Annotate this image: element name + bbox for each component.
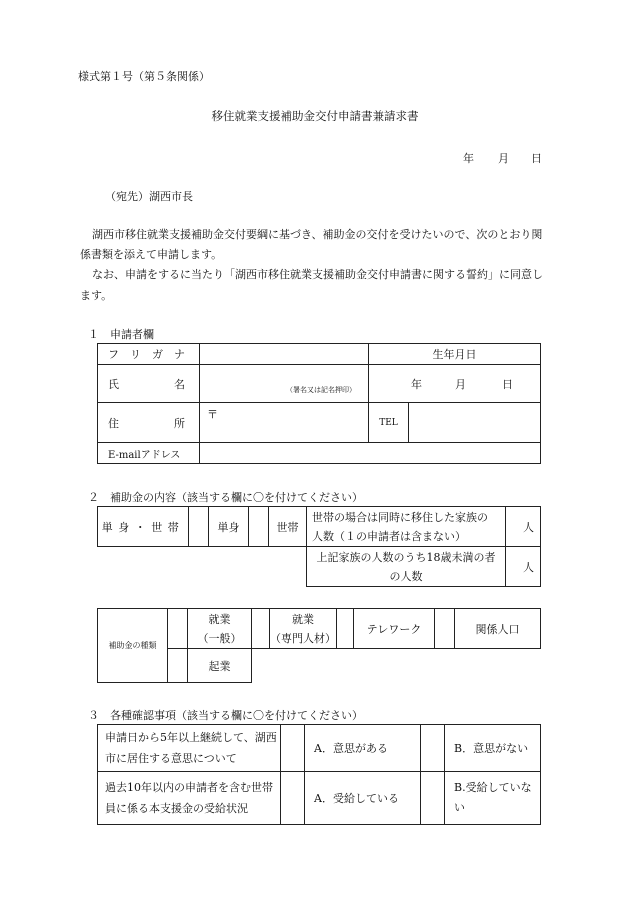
date-month: 月 [498,152,509,165]
minors-line-1: 上記家族の人数のうち18歳未満の者 [316,550,496,564]
date-day: 日 [531,152,542,165]
q2-line-2: 員に係る本支援金の受給状況 [105,802,248,815]
startup-label: 起業 [188,649,252,683]
q2-b-label [445,772,541,825]
furigana-field[interactable] [200,344,369,365]
employment-expert-line-2: （専門人材） [270,631,336,645]
minors-count-field[interactable] [506,547,541,587]
employment-general-label [188,609,252,649]
q1-b-label: B．意思がない [445,725,541,772]
form-number: 様式第１号（第５条関係） [78,70,210,83]
intro-line-3: なお、申請をするに当たり「湖西市移住就業支援補助金交付申請書に関する誓約」に同意し [92,268,543,281]
intro-line-2: 係書類を添えて申請します。 [80,248,223,261]
birth-day-label: 日 [502,378,513,391]
single-check[interactable] [189,507,209,547]
tel-label: TEL [369,403,409,443]
q1-a-check[interactable] [281,725,305,772]
q2-a-label: A．受給している [305,772,421,825]
blank-area [252,649,541,683]
household-table [97,506,541,587]
subsidy-type-label: 補助金の種類 [98,609,168,683]
email-field[interactable] [200,443,541,464]
employment-general-line-1: 就業 [208,612,231,626]
employment-general-line-2: （一般） [197,631,242,645]
page-title: 移住就業支援補助金交付申請書兼請求書 [211,109,419,123]
related-pop-label: 関係人口 [455,609,541,649]
telework-check[interactable] [337,609,354,649]
q2-b-check[interactable] [421,772,445,825]
family-count-label [307,507,506,547]
q2-line-1: 過去10年以内の申請者を含む世帯 [105,781,273,794]
single-household-text: 単身・世帯 [101,520,185,534]
signature-note: （署名又は記名押印） [286,386,356,394]
q1-line-2: 市に居住する意思について [105,752,237,765]
family-count-line-1: 世帯の場合は同時に移住した家族の [312,510,488,524]
intro-line-4: ます。 [80,289,113,302]
employment-expert-label [270,609,337,649]
q2-b-line-2: い [454,801,465,814]
employment-expert-check[interactable] [252,609,270,649]
employment-expert-line-1: 就業 [292,612,314,626]
postal-mark: 〒 [207,408,218,421]
household-label: 世帯 [269,507,307,547]
family-count-field[interactable] [506,507,541,547]
employment-general-check[interactable] [168,609,188,649]
section3-heading: ３ 各種確認事項（該当する欄に〇を付けてください） [88,709,363,722]
q2-b-line-1: B.受給していな [454,781,532,794]
name-label: 氏 名 [98,365,200,403]
q1-a-label: A．意思がある [305,725,421,772]
q1-b-check[interactable] [421,725,445,772]
q2-a-check[interactable] [281,772,305,825]
name-field[interactable] [200,365,369,403]
tel-field[interactable] [409,403,541,443]
section1-heading: １ 申請者欄 [88,328,154,341]
furigana-label: フ リ ガ ナ [98,344,200,365]
family-count-unit: 人 [523,520,534,534]
q1-label [98,725,281,772]
email-label: E-mailアドレス [98,443,200,464]
single-household-label [98,507,189,547]
birth-month-label: 月 [455,378,466,391]
address-field[interactable] [200,403,369,443]
intro-line-1: 湖西市移住就業支援補助金交付要綱に基づき、補助金の交付を受けたいので、次のとおり関 [92,228,543,241]
minors-line-2: の人数 [389,569,423,583]
addressee: （宛先）湖西市長 [105,190,193,203]
related-pop-check[interactable] [435,609,455,649]
birthdate-field[interactable] [369,365,541,403]
telework-label: テレワーク [354,609,435,649]
birth-year-label: 年 [411,378,422,391]
date-year: 年 [463,152,474,165]
family-count-line-2: 人数（１の申請者は含まない） [312,529,466,543]
minors-count-label [307,547,506,587]
household-check[interactable] [249,507,269,547]
q1-line-1: 申請日から5年以上継続して、湖西 [105,731,277,744]
confirmation-table [97,724,541,825]
address-label: 住 所 [98,403,200,443]
single-label: 単身 [209,507,249,547]
applicant-table [97,343,541,464]
subsidy-type-table [97,608,541,683]
section2-heading: ２ 補助金の内容（該当する欄に〇を付けてください） [88,491,363,504]
blank-area [98,547,307,587]
birthdate-label: 生年月日 [369,344,541,365]
q2-label [98,772,281,825]
minors-count-unit: 人 [523,560,534,574]
startup-check[interactable] [168,649,188,683]
